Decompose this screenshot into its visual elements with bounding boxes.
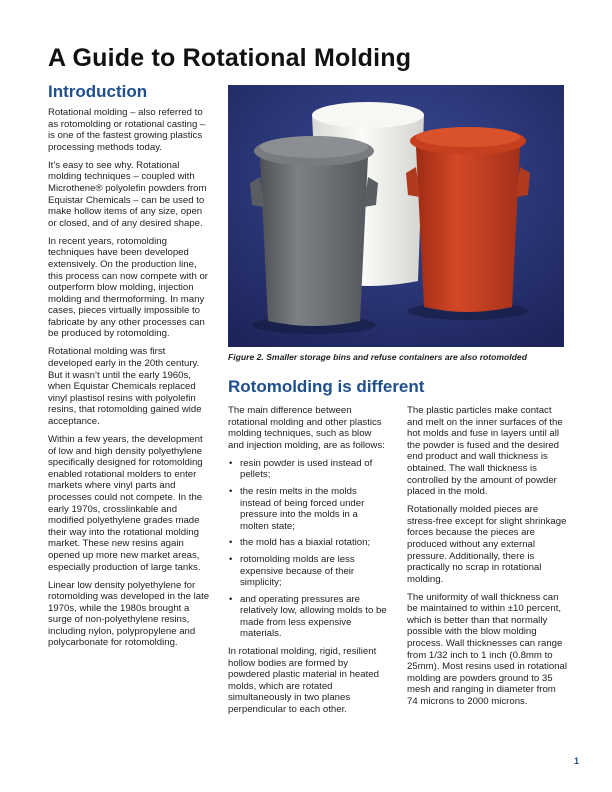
different-paragraph: The uniformity of wall thickness can be maintained to within ±10 percent, which is better than that normally possible with the blow molding process. Wall thicknesses can range from 1/32 inch to 1 inch (0.8mm to 25mm). Most resins used in rotational molding are powders ground to 35 mesh and ranging in diameter from 74 microns to 2000 microns.: [407, 591, 567, 708]
list-item: • and operating pressures are relatively low, allowing molds to be made from less expensive materials.: [228, 594, 388, 640]
differences-list: [228, 458, 388, 640]
different-after-paragraph: In rotational molding, rigid, resilient hollow bodies are formed by powdered plastic material in heated molds, which are rotated simultaneously in two planes perpendicular to each other.: [228, 646, 379, 716]
different-paragraph: Rotationally molded pieces are stress-free except for slight shrinkage forces because the pieces are produced without any external pressure. Additionally, there is practically no scrap in rotational molding.: [407, 504, 567, 585]
list-item: • resin powder is used instead of pellets;: [228, 458, 388, 481]
intro-paragraph: It’s easy to see why. Rotational molding techniques – coupled with Microthene® polyolefin powders from Equistar Chemicals – can be used to make hollow items of any size, open or closed, and of any desired shape.: [48, 159, 207, 229]
list-item: • the resin melts in the molds instead of being forced under pressure into the molds in a molten state;: [228, 486, 388, 532]
grey-bin: [250, 136, 378, 334]
intro-paragraph: Rotational molding – also referred to as rotomolding or rotational casting – is one of the fastest growing plastics processing methods today.: [48, 107, 206, 153]
storage-bins-photo: [228, 85, 564, 347]
page-number: 1: [574, 756, 580, 766]
different-column-left: [228, 405, 388, 722]
different-paragraph: The plastic particles make contact and melt on the inner surfaces of the hot molds and fuse in layers until all the powder is fused and the desired end product and wall thickness is obtained. The wall thickness is controlled by the amount of powder placed in the mold.: [407, 405, 563, 498]
intro-paragraph: Within a few years, the development of low and high density polyethylene specifically designed for rotomolding enabled rotational molders to enter markets where vinyl parts and processes could not compete. In the early 1970s, crosslinkable and modified polyethylene grades made their way into the rotational molding market. These new resins again opened up more new market areas, especially production of large tanks.: [48, 434, 203, 573]
intro-paragraph: In recent years, rotomolding techniques have been developed extensively. On the production line, this process can now compete with or outperform blow molding, injection molding and thermoforming. In many cases, pieces virtually impossible to fabricate by any other processes can be produced by rotomolding.: [48, 235, 208, 340]
list-item: • the mold has a biaxial rotation;: [228, 537, 388, 549]
introduction-heading: Introduction: [48, 82, 148, 101]
introduction-column: [48, 107, 212, 655]
list-item: • rotomolding molds are less expensive because of their simplicity;: [228, 554, 388, 589]
intro-paragraph: Linear low density polyethylene for rotomolding was developed in the late 1970s, while the 1980s brought a surge of non-polyethylene resins, including nylon, polypropylene and polycarbonate for rotomolding.: [48, 579, 210, 649]
page-title: A Guide to Rotational Molding: [48, 44, 412, 72]
different-intro-paragraph: The main difference between rotational molding and other plastics molding techniques, such as blow and injection molding, are as follows:: [228, 405, 385, 451]
intro-paragraph: Rotational molding was first developed early in the 20th century. But it wasn’t until the early 1960s, when Equistar Chemicals replaced vinyl plastisol resins with polyolefin resins, that rotomolding gained wide acceptance.: [48, 346, 202, 428]
figure-caption: Figure 2. Smaller storage bins and refuse containers are also rotomolded: [228, 352, 527, 362]
different-column-right: [407, 405, 567, 714]
red-bin: [406, 127, 530, 320]
rotomolding-different-heading: Rotomolding is different: [228, 377, 425, 396]
